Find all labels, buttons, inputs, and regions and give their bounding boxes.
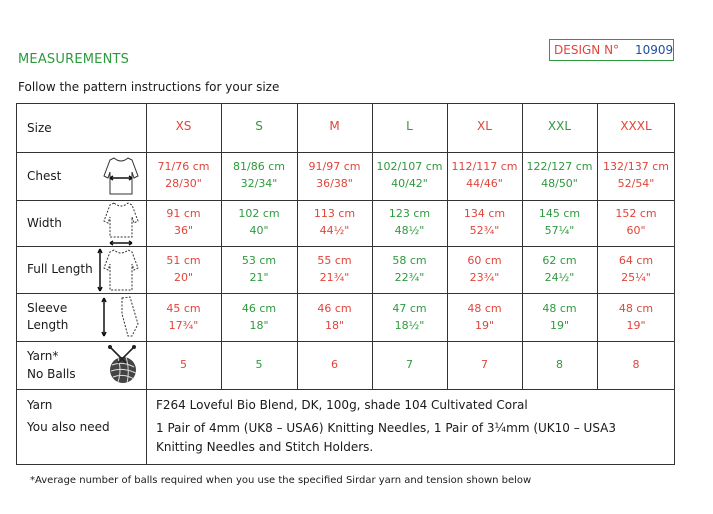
sleeve-in-cell: 18" bbox=[324, 319, 345, 332]
instructions-subtitle: Follow the pattern instructions for your size bbox=[18, 80, 280, 94]
design-label: DESIGN N° bbox=[554, 43, 620, 57]
sleeve-cm-cell: 45 cm bbox=[166, 302, 201, 315]
sizes-cell: XL bbox=[477, 119, 492, 133]
yarn-ball-icon bbox=[100, 343, 142, 387]
column-divider bbox=[221, 103, 222, 389]
chest-cm-cell: 132/137 cm bbox=[603, 160, 669, 173]
sleeve-in-cell: 17¾" bbox=[168, 319, 199, 332]
length-label: Length bbox=[27, 318, 69, 332]
chest-in-cell: 44/46" bbox=[466, 177, 503, 190]
size-label: Size bbox=[27, 121, 52, 135]
chest-in-cell: 32/34" bbox=[240, 177, 278, 190]
sleeve-length-icon bbox=[96, 294, 142, 340]
also-need-label: You also need bbox=[27, 420, 110, 434]
width-cm-cell: 134 cm bbox=[463, 207, 506, 220]
balls-cell: 5 bbox=[255, 358, 263, 371]
chest-cm-cell: 91/97 cm bbox=[308, 160, 361, 173]
full-length-label: Full Length bbox=[27, 262, 93, 276]
chest-cm-cell: 122/127 cm bbox=[526, 160, 593, 173]
sleeve-in-cell: 19" bbox=[474, 319, 495, 332]
sizes-cell: L bbox=[406, 119, 413, 133]
sleeve-cm-cell: 48 cm bbox=[542, 302, 577, 315]
length-cm-cell: 51 cm bbox=[166, 254, 201, 267]
width-in-cell: 60" bbox=[626, 224, 646, 237]
length-cm-cell: 62 cm bbox=[542, 254, 577, 267]
chest-cm-cell: 112/117 cm bbox=[451, 160, 518, 173]
balls-cell: 7 bbox=[406, 358, 413, 371]
needles-line-2: Knitting Needles and Stitch Holders. bbox=[156, 440, 374, 454]
needles-line-1: 1 Pair of 4mm (UK8 – USA6) Knitting Needles, 1 Pair of 3¼mm (UK10 – USA3 bbox=[156, 421, 617, 435]
chest-in-cell: 36/38" bbox=[316, 177, 353, 190]
yarn-row-label: Yarn bbox=[27, 398, 53, 412]
measurements-title: MEASUREMENTS bbox=[18, 52, 130, 67]
row-divider bbox=[16, 341, 675, 342]
sizes-cell: S bbox=[255, 119, 263, 133]
sleeve-cm-cell: 48 cm bbox=[618, 302, 654, 315]
balls-cell: 7 bbox=[481, 358, 488, 371]
sizes-cell: M bbox=[329, 119, 340, 133]
chest-in-cell: 40/42" bbox=[391, 177, 428, 190]
sleeve-in-cell: 19" bbox=[549, 319, 570, 332]
chest-cm-cell: 71/76 cm bbox=[157, 160, 210, 173]
length-cm-cell: 60 cm bbox=[467, 254, 502, 267]
chest-label: Chest bbox=[27, 169, 62, 183]
yarn-description: F264 Loveful Bio Blend, DK, 100g, shade 104 Cultivated Coral bbox=[156, 398, 528, 412]
chest-in-cell: 52/54" bbox=[617, 177, 655, 190]
width-in-cell: 52¾" bbox=[469, 224, 500, 237]
sizes-cell: XXL bbox=[547, 119, 572, 133]
width-cm-cell: 102 cm bbox=[238, 207, 280, 220]
length-cm-cell: 58 cm bbox=[392, 254, 427, 267]
column-divider bbox=[447, 103, 448, 389]
width-cm-cell: 152 cm bbox=[615, 207, 657, 220]
chest-cm-cell: 102/107 cm bbox=[376, 160, 443, 173]
balls-cell: 6 bbox=[331, 358, 338, 371]
width-in-cell: 44½" bbox=[319, 224, 350, 237]
length-in-cell: 23¾" bbox=[469, 271, 500, 284]
length-in-cell: 22¾" bbox=[394, 271, 425, 284]
chest-cm-cell: 81/86 cm bbox=[233, 160, 285, 173]
column-divider bbox=[522, 103, 523, 389]
row-divider bbox=[16, 152, 675, 153]
length-cm-cell: 53 cm bbox=[241, 254, 277, 267]
balls-cell: 8 bbox=[632, 358, 640, 371]
row-divider bbox=[16, 389, 675, 390]
width-in-cell: 40" bbox=[249, 224, 269, 237]
balls-label: No Balls bbox=[27, 367, 76, 381]
width-cm-cell: 91 cm bbox=[166, 207, 201, 220]
footnote: *Average number of balls required when you use the specified Sirdar yarn and tension shown below bbox=[30, 475, 532, 486]
length-in-cell: 21¾" bbox=[319, 271, 350, 284]
width-cm-cell: 123 cm bbox=[388, 207, 431, 220]
column-divider bbox=[372, 103, 373, 389]
sizes-cell: XXXL bbox=[620, 119, 652, 133]
length-in-cell: 25¼" bbox=[621, 271, 651, 284]
sleeve-cm-cell: 46 cm bbox=[241, 302, 277, 315]
balls-cell: 5 bbox=[180, 358, 187, 371]
width-label: Width bbox=[27, 216, 62, 230]
sleeve-in-cell: 18½" bbox=[394, 319, 425, 332]
sleeve-in-cell: 18" bbox=[249, 319, 269, 332]
sweater-width-icon bbox=[100, 201, 142, 247]
sleeve-cm-cell: 48 cm bbox=[467, 302, 502, 315]
column-divider bbox=[597, 103, 598, 389]
chest-in-cell: 48/50" bbox=[541, 177, 578, 190]
sleeve-label: Sleeve bbox=[27, 301, 68, 315]
column-divider bbox=[297, 103, 298, 389]
sleeve-cm-cell: 47 cm bbox=[392, 302, 427, 315]
width-in-cell: 48½" bbox=[394, 224, 425, 237]
chest-in-cell: 28/30" bbox=[165, 177, 202, 190]
length-in-cell: 20" bbox=[173, 271, 194, 284]
width-in-cell: 57¼" bbox=[544, 224, 575, 237]
length-cm-cell: 64 cm bbox=[618, 254, 654, 267]
length-in-cell: 24½" bbox=[544, 271, 575, 284]
sleeve-cm-cell: 46 cm bbox=[317, 302, 352, 315]
design-number-box bbox=[549, 39, 674, 61]
length-cm-cell: 55 cm bbox=[317, 254, 352, 267]
width-in-cell: 36" bbox=[173, 224, 194, 237]
sweater-chest-icon bbox=[100, 154, 142, 198]
width-cm-cell: 113 cm bbox=[313, 207, 356, 220]
sizes-cell: XS bbox=[175, 119, 192, 133]
sleeve-in-cell: 19" bbox=[626, 319, 646, 332]
yarn-label: Yarn* bbox=[27, 349, 59, 363]
width-cm-cell: 145 cm bbox=[538, 207, 581, 220]
balls-cell: 8 bbox=[556, 358, 563, 371]
design-number: 10909 bbox=[635, 43, 674, 57]
length-in-cell: 21" bbox=[249, 271, 269, 284]
sweater-length-icon bbox=[94, 247, 142, 293]
